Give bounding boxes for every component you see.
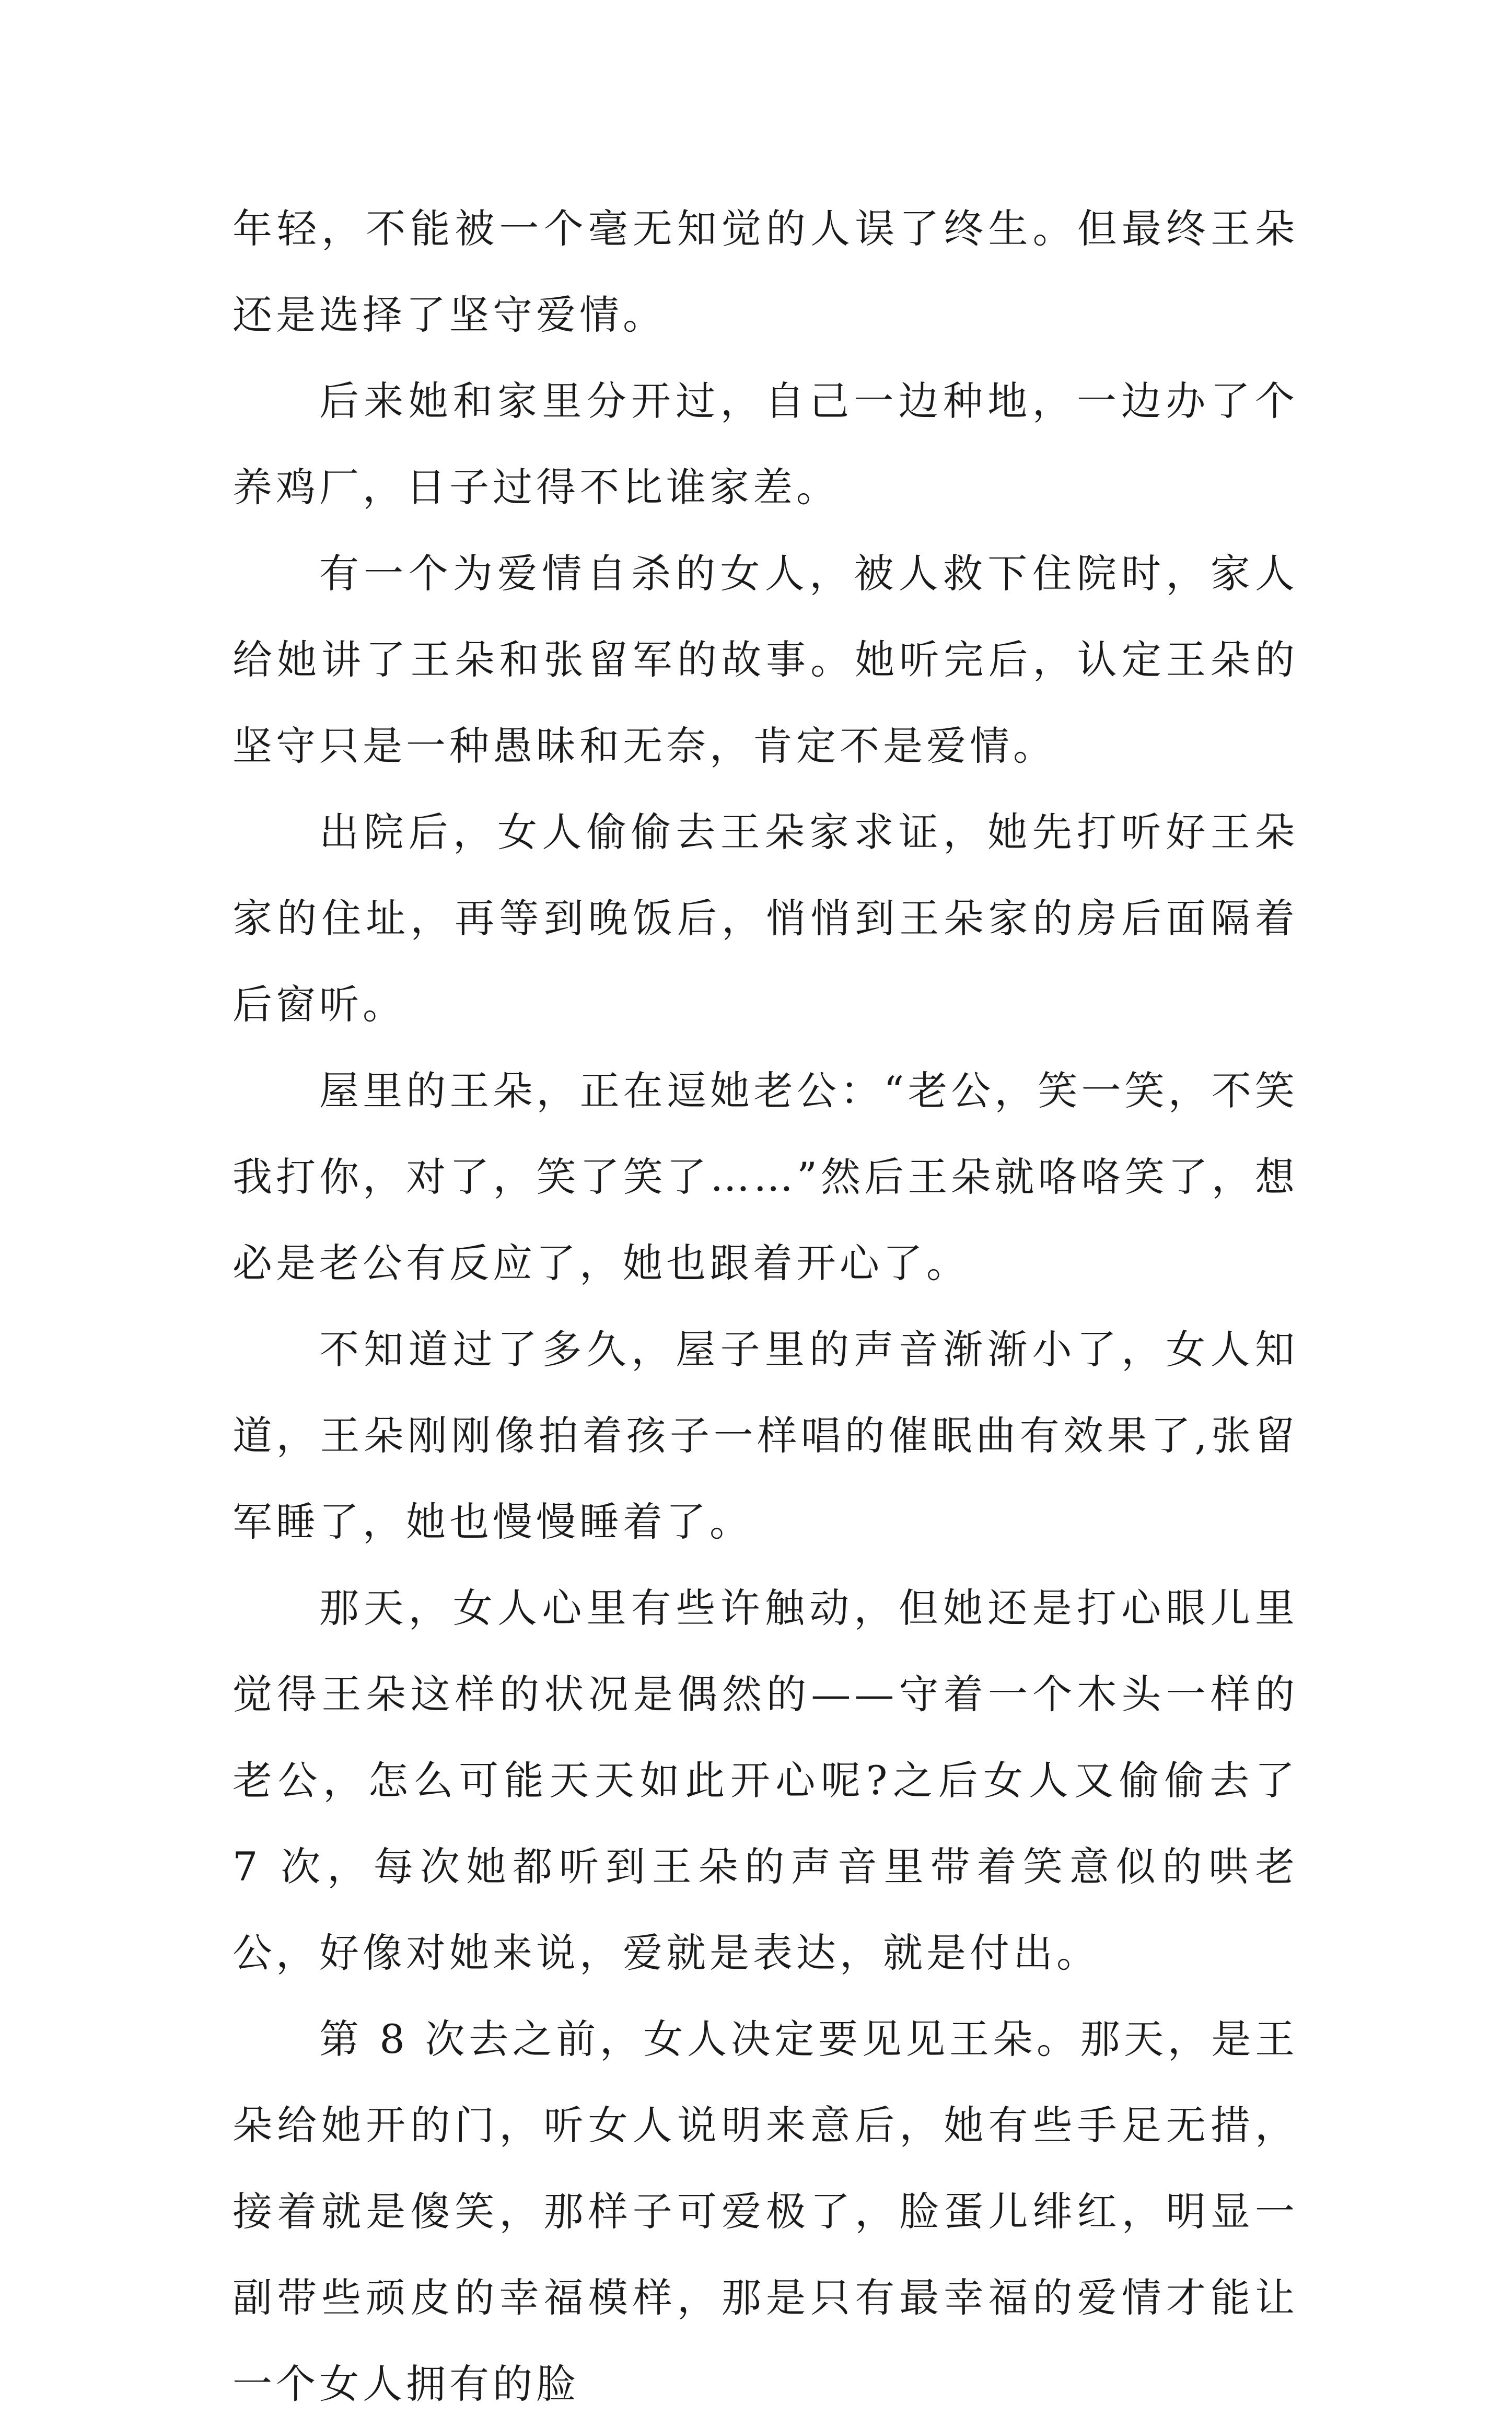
document-body [232,185,1298,2427]
paragraph-4: 出院后，女人偷偷去王朵家求证，她先打听好王朵家的住址，再等到晚饭后，悄悄到王朵家的房后面隔着后窗听。 [232,809,1298,1028]
paragraph-7: 那天，女人心里有些许触动，但她还是打心眼儿里觉得王朵这样的状况是偶然的——守着一个木头一样的老公，怎么可能天天如此开心呢?之后女人又偷偷去了 7 次，每次她都听到王朵的声音里带着笑意似的哄老公，好像对她来说，爱就是表达，就是付出。 [232,1585,1298,1976]
paragraph-3: 有一个为爱情自杀的女人，被人救下住院时，家人给她讲了王朵和张留军的故事。她听完后，认定王朵的坚守只是一种愚昧和无奈，肯定不是爱情。 [232,550,1298,769]
paragraph-2: 后来她和家里分开过，自己一边种地，一边办了个养鸡厂，日子过得不比谁家差。 [232,378,1298,510]
paragraph-1: 年轻，不能被一个毫无知觉的人误了终生。但最终王朵还是选择了坚守爱情。 [232,205,1298,338]
paragraph-6: 不知道过了多久，屋子里的声音渐渐小了，女人知道，王朵刚刚像拍着孩子一样唱的催眠曲有效果了,张留军睡了，她也慢慢睡着了。 [232,1326,1298,1545]
paragraph-5: 屋里的王朵，正在逗她老公：“老公，笑一笑，不笑我打你，对了，笑了笑了……”然后王朵就咯咯笑了，想必是老公有反应了，她也跟着开心了。 [232,1067,1298,1286]
paragraph-8: 第 8 次去之前，女人决定要见见王朵。那天，是王朵给她开的门，听女人说明来意后，她有些手足无措，接着就是傻笑，那样子可爱极了，脸蛋儿绯红，明显一副带些顽皮的幸福模样，那是只有最幸福的爱情才能让一个女人拥有的脸 [232,2016,1298,2407]
